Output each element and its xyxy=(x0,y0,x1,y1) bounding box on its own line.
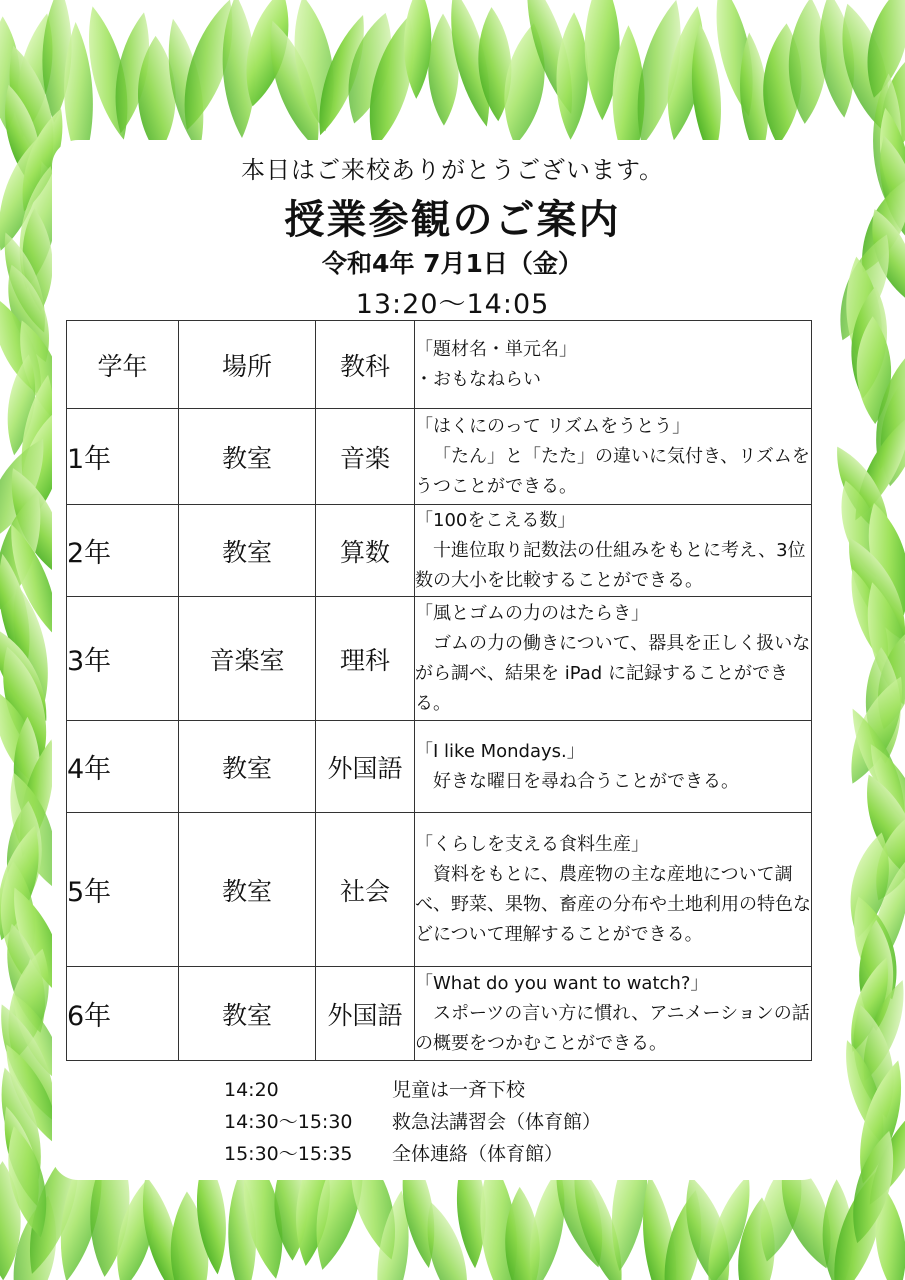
row-room: 教室 xyxy=(179,967,316,1061)
row-content-title: 「100をこえる数」 xyxy=(415,509,576,531)
table-row xyxy=(67,409,812,505)
schedule-item xyxy=(224,1074,601,1106)
row-subject: 外国語 xyxy=(316,967,415,1061)
row-content xyxy=(415,409,812,505)
schedule-text: 全体連絡（体育館） xyxy=(392,1143,564,1165)
row-room: 教室 xyxy=(179,813,316,967)
row-subject: 社会 xyxy=(316,813,415,967)
table-header-row xyxy=(67,321,812,409)
row-content xyxy=(415,505,812,597)
row-subject: 外国語 xyxy=(316,721,415,813)
table-row xyxy=(67,597,812,721)
schedule-time: 15:30～15:35 xyxy=(224,1143,353,1165)
header-room: 場所 xyxy=(179,321,316,409)
row-room: 教室 xyxy=(179,505,316,597)
row-room: 教室 xyxy=(179,721,316,813)
schedule-time: 14:30～15:30 xyxy=(224,1111,353,1133)
leaf-shape xyxy=(555,12,590,140)
row-content-title: 「くらしを支える食料生産」 xyxy=(415,833,649,855)
header-content-line1: 「題材名・単元名」 xyxy=(415,338,577,360)
row-grade: 6年 xyxy=(67,967,179,1061)
row-content-title: 「はくにのって リズムをうとう」 xyxy=(415,415,691,437)
row-content-aim: 十進位取り記数法の仕組みをもとに考え、3位数の大小を比較することができる。 xyxy=(415,539,806,591)
row-content xyxy=(415,597,812,721)
header-grade: 学年 xyxy=(67,321,179,409)
row-content-aim: 好きな曜日を尋ね合うことができる。 xyxy=(433,770,739,792)
page-title: 授業参観のご案内 xyxy=(284,197,621,243)
row-room: 音楽室 xyxy=(179,597,316,721)
row-content xyxy=(415,813,812,967)
greeting-text: 本日はご来校ありがとうございます。 xyxy=(240,156,665,184)
schedule-text: 救急法講習会（体育館） xyxy=(392,1111,602,1133)
table-row xyxy=(67,505,812,597)
row-grade: 2年 xyxy=(67,505,179,597)
header-content-line2: ・おもなねらい xyxy=(415,368,541,390)
event-time: 13:20～14:05 xyxy=(355,289,550,320)
row-content-aim: スポーツの言い方に慣れ、アニメーションの話の概要をつかむことができる。 xyxy=(415,1002,810,1054)
row-grade: 4年 xyxy=(67,721,179,813)
schedule-item xyxy=(224,1138,601,1170)
table-row xyxy=(67,813,812,967)
row-content-aim: 「たん」と「たた」の違いに気付き、リズムをうつことができる。 xyxy=(415,445,810,497)
row-grade: 3年 xyxy=(67,597,179,721)
row-content-title: 「I like Mondays.」 xyxy=(415,740,585,762)
row-grade: 1年 xyxy=(67,409,179,505)
header-content xyxy=(415,321,812,409)
row-grade: 5年 xyxy=(67,813,179,967)
row-content-title: 「風とゴムの力のはたらき」 xyxy=(415,602,649,624)
row-content-title: 「What do you want to watch?」 xyxy=(415,972,709,994)
event-date: 令和4年 7月1日（金） xyxy=(322,249,583,278)
row-room: 教室 xyxy=(179,409,316,505)
after-class-schedule xyxy=(224,1074,601,1170)
table-row xyxy=(67,721,812,813)
schedule-time: 14:20 xyxy=(224,1079,279,1101)
class-observation-table xyxy=(66,320,812,1061)
row-subject: 算数 xyxy=(316,505,415,597)
header-subject: 教科 xyxy=(316,321,415,409)
row-content xyxy=(415,721,812,813)
schedule-text: 児童は一斉下校 xyxy=(392,1079,526,1101)
row-subject: 音楽 xyxy=(316,409,415,505)
table-row xyxy=(67,967,812,1061)
row-subject: 理科 xyxy=(316,597,415,721)
row-content-aim: 資料をもとに、農産物の主な産地について調べ、野菜、果物、畜産の分布や土地利用の特色などについて理解することができる。 xyxy=(415,863,811,945)
schedule-item xyxy=(224,1106,601,1138)
row-content xyxy=(415,967,812,1061)
row-content-aim: ゴムの力の働きについて、器具を正しく扱いながら調べ、結果を iPad に記録することができる。 xyxy=(415,632,811,714)
